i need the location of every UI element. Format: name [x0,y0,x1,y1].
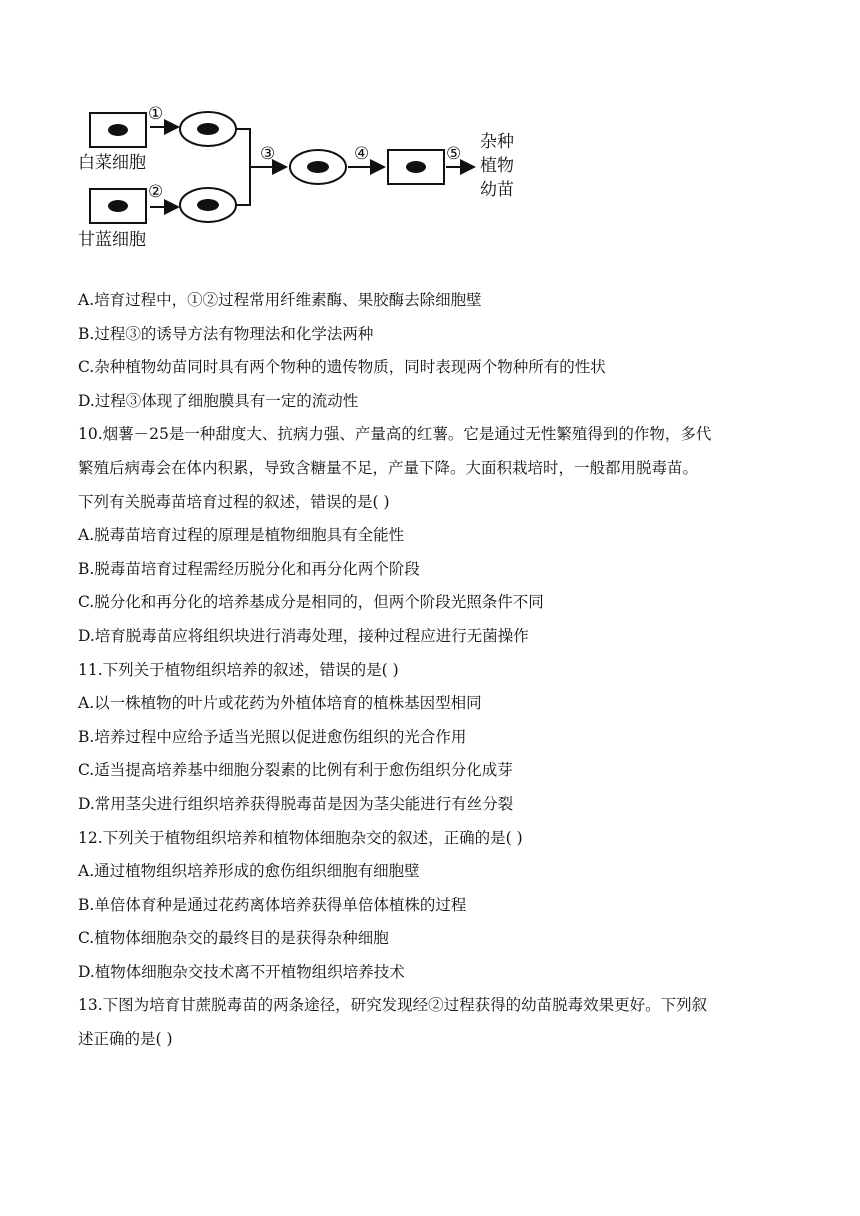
q11-option-c: C.适当提高培养基中细胞分裂素的比例有利于愈伤组织分化成芽 [78,761,513,780]
question-text [78,284,798,1057]
q10-stem-line-2: 繁殖后病毒会在体内积累，导致含糖量不足，产量下降。大面积栽培时，一般都用脱毒苗。 [78,458,699,477]
q11-option-b: B.培养过程中应给予适当光照以促进愈伤组织的光合作用 [78,727,467,746]
q12-option-c: C.植物体细胞杂交的最终目的是获得杂种细胞 [78,929,389,948]
step-3-label: ③ [260,144,276,164]
cabbage-cell-label: 白菜细胞 [78,153,146,173]
result-line-1: 杂种 [480,132,514,152]
hybrid-cell-nucleus [406,161,426,173]
q10-stem-line-3: 下列有关脱毒苗培育过程的叙述，错误的是( ) [78,492,390,511]
q11-option-a: A.以一株植物的叶片或花药为外植体培育的植株基因型相同 [78,694,482,713]
q10-stem-line-1: 10.烟薯－25是一种甜度大、抗病力强、产量高的红薯。它是通过无性繁殖得到的作物，多代 [78,425,712,444]
step-5-label: ⑤ [446,144,462,164]
q10-option-c: C.脱分化和再分化的培养基成分是相同的，但两个阶段光照条件不同 [78,593,544,612]
q12-option-d: D.植物体细胞杂交技术离不开植物组织培养技术 [78,962,405,981]
q9-option-d: D.过程③体现了细胞膜具有一定的流动性 [78,391,359,410]
q13-stem-line-2: 述正确的是( ) [78,1030,173,1049]
q12-stem: 12.下列关于植物组织培养和植物体细胞杂交的叙述，正确的是( ) [78,828,523,847]
protoplast-fusion-diagram [78,96,538,256]
fused-protoplast-nucleus [307,161,329,173]
q9-option-b: B.过程③的诱导方法有物理法和化学法两种 [78,324,374,343]
kale-protoplast-nucleus [197,199,219,211]
q12-option-a: A.通过植物组织培养形成的愈伤组织细胞有细胞壁 [78,862,420,881]
q11-option-d: D.常用茎尖进行组织培养获得脱毒苗是因为茎尖能进行有丝分裂 [78,794,514,813]
q9-option-a: A.培育过程中，①②过程常用纤维素酶、果胶酶去除细胞壁 [78,291,482,309]
q11-stem: 11.下列关于植物组织培养的叙述，错误的是( ) [78,660,399,679]
q10-option-d: D.培育脱毒苗应将组织块进行消毒处理，接种过程应进行无菌操作 [78,626,529,645]
q13-stem-line-1: 13.下图为培育甘蔗脱毒苗的两条途径，研究发现经②过程获得的幼苗脱毒效果更好。下列叙 [78,996,708,1015]
cabbage-protoplast-nucleus [197,123,219,135]
result-line-3: 幼苗 [480,180,514,200]
merge-bracket [236,129,250,205]
cabbage-cell-nucleus [108,124,128,136]
step-2-label: ② [148,182,164,202]
step-4-label: ④ [354,144,370,164]
step-1-label: ① [148,104,164,124]
q10-option-b: B.脱毒苗培育过程需经历脱分化和再分化两个阶段 [78,559,420,578]
diagram-graphics [78,96,538,256]
q12-option-b: B.单倍体育种是通过花药离体培养获得单倍体植株的过程 [78,895,467,914]
kale-cell-nucleus [108,200,128,212]
kale-cell-label: 甘蓝细胞 [78,230,146,250]
result-line-2: 植物 [480,156,514,176]
q10-option-a: A.脱毒苗培育过程的原理是植物细胞具有全能性 [78,526,405,545]
q9-option-c: C.杂种植物幼苗同时具有两个物种的遗传物质，同时表现两个物种所有的性状 [78,358,606,377]
